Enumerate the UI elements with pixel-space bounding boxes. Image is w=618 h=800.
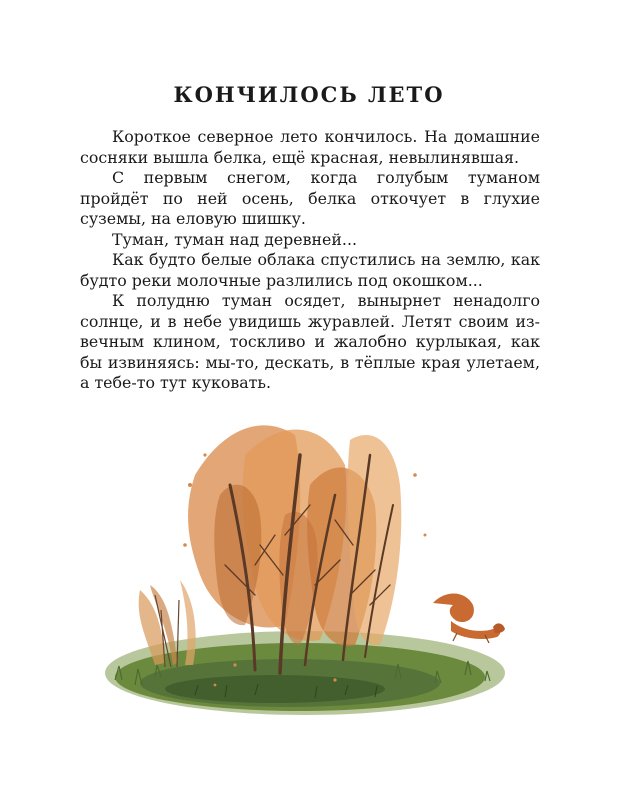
page-title: КОНЧИЛОСЬ ЛЕТО [173,82,445,107]
autumn-illustration [95,395,525,725]
squirrel [433,593,505,643]
paragraph: Туман, туман над деревней... [112,229,357,249]
paragraph: К полудню туман осядет, вынырнет ненадолго солнце, и в небе увидишь журавлей. Летят своим извечным клином, тоскливо и жалобно курлыкая, как бы извиняясь: мы-то, дескать, в тёплые края улетаем, а тебе-то тут куковать. [80,291,540,392]
paragraph: С первым снегом, когда голубым туманом пройдёт по ней осень, белка откочует в глухие суземы, на еловую шишку. [80,168,540,228]
grass-mound [105,631,505,715]
story-text [80,127,540,394]
paragraph: Короткое северное лето кончилось. На домашние сосняки вышла белка, ещё красная, невылинявшая. [80,127,540,167]
paragraph: Как будто белые облака спустились на землю, как будто реки молочные разлились под окошком... [80,250,540,290]
